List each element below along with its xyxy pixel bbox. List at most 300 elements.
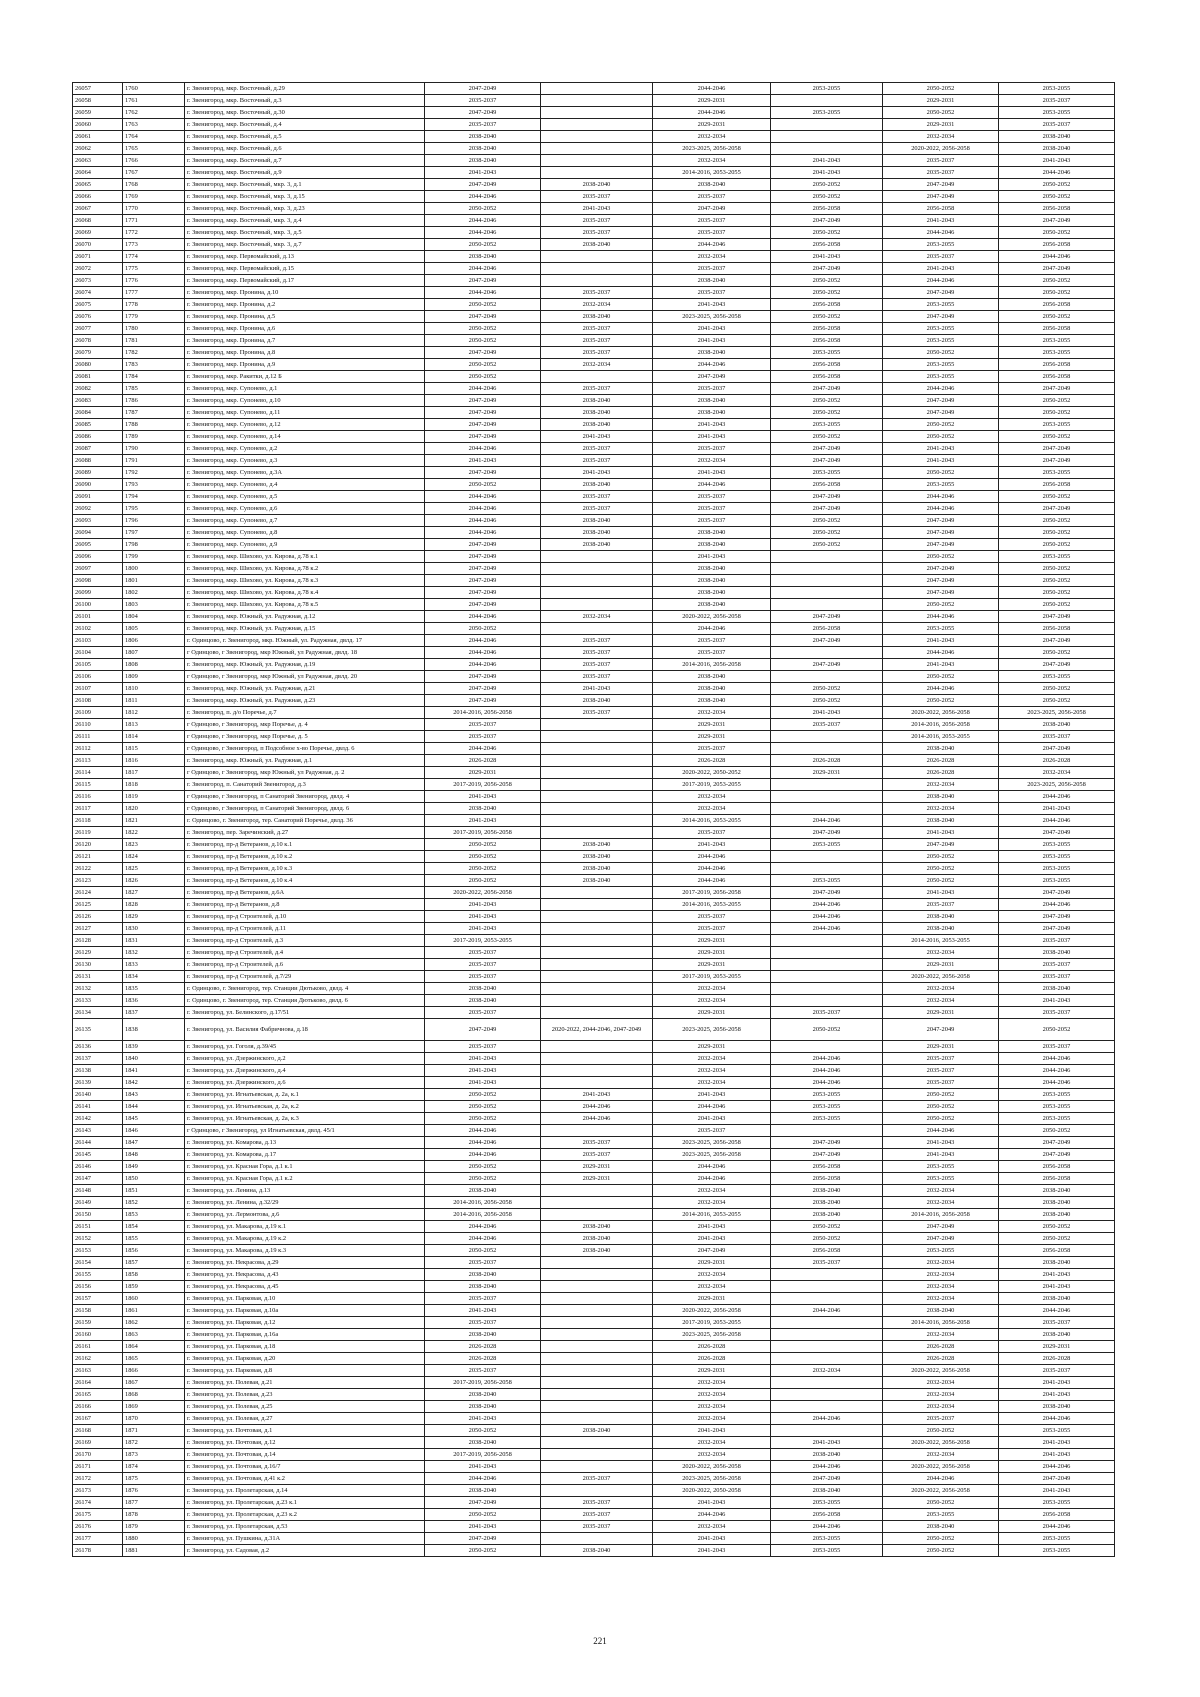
row-number-cell: 26174 — [73, 1497, 123, 1509]
table-row — [73, 1053, 1115, 1065]
period-2-cell: 2038-2040 — [541, 239, 653, 251]
record-id-cell: 1846 — [123, 1125, 185, 1137]
period-1-cell: 2038-2040 — [425, 1437, 541, 1449]
record-id-cell: 1841 — [123, 1065, 185, 1077]
row-number-cell: 26114 — [73, 767, 123, 779]
period-3-cell: 2041-2043 — [653, 551, 771, 563]
period-6-cell: 2053-2055 — [999, 839, 1115, 851]
period-5-cell: 2026-2028 — [883, 1341, 999, 1353]
period-4-cell: 2053-2055 — [771, 839, 883, 851]
period-6-cell: 2047-2049 — [999, 611, 1115, 623]
table-row — [73, 587, 1115, 599]
period-3-cell: 2032-2034 — [653, 1437, 771, 1449]
address-cell: г. Звенигород, п. д/о Поречье, д.7 — [185, 707, 425, 719]
period-4-cell — [771, 935, 883, 947]
period-6-cell: 2044-2046 — [999, 1065, 1115, 1077]
period-2-cell — [541, 971, 653, 983]
period-3-cell: 2029-2031 — [653, 731, 771, 743]
period-2-cell: 2035-2037 — [541, 1473, 653, 1485]
row-number-cell: 26072 — [73, 263, 123, 275]
row-number-cell: 26132 — [73, 983, 123, 995]
period-4-cell: 2038-2040 — [771, 1197, 883, 1209]
address-cell: г. Звенигород, ул. Садовая, д.2 — [185, 1545, 425, 1557]
period-1-cell: 2050-2052 — [425, 335, 541, 347]
period-6-cell: 2035-2037 — [999, 1041, 1115, 1053]
row-number-cell: 26154 — [73, 1257, 123, 1269]
address-cell: г. Звенигород, пр-д Ветеранов, д.10 к.3 — [185, 863, 425, 875]
row-number-cell: 26099 — [73, 587, 123, 599]
period-5-cell: 2047-2049 — [883, 1019, 999, 1041]
period-6-cell: 2050-2052 — [999, 563, 1115, 575]
period-2-cell — [541, 887, 653, 899]
period-6-cell: 2053-2055 — [999, 107, 1115, 119]
period-4-cell: 2035-2037 — [771, 719, 883, 731]
period-1-cell: 2050-2052 — [425, 1509, 541, 1521]
period-1-cell: 2038-2040 — [425, 1329, 541, 1341]
period-4-cell — [771, 1293, 883, 1305]
row-number-cell: 26071 — [73, 251, 123, 263]
period-5-cell: 2026-2028 — [883, 1353, 999, 1365]
period-1-cell: 2044-2046 — [425, 503, 541, 515]
period-5-cell: 2032-2034 — [883, 1377, 999, 1389]
period-1-cell: 2044-2046 — [425, 1473, 541, 1485]
row-number-cell: 26176 — [73, 1521, 123, 1533]
period-1-cell: 2044-2046 — [425, 491, 541, 503]
address-cell: г. Звенигород, мкр. Восточный, д.9 — [185, 167, 425, 179]
period-6-cell: 2041-2043 — [999, 1377, 1115, 1389]
table-row — [73, 95, 1115, 107]
period-3-cell: 2038-2040 — [653, 671, 771, 683]
period-4-cell: 2038-2040 — [771, 1485, 883, 1497]
address-cell: г. Звенигород, ул. Пушкина, д.31А — [185, 1533, 425, 1545]
period-2-cell — [541, 251, 653, 263]
period-1-cell: 2047-2049 — [425, 695, 541, 707]
record-id-cell: 1773 — [123, 239, 185, 251]
period-2-cell: 2041-2043 — [541, 467, 653, 479]
table-row — [73, 1305, 1115, 1317]
table-row — [73, 1185, 1115, 1197]
period-5-cell: 2026-2028 — [883, 755, 999, 767]
period-5-cell: 2014-2016, 2053-2055 — [883, 731, 999, 743]
record-id-cell: 1811 — [123, 695, 185, 707]
period-5-cell: 2050-2052 — [883, 107, 999, 119]
table-row — [73, 1473, 1115, 1485]
row-number-cell: 26057 — [73, 83, 123, 95]
address-cell: г. Звенигород, пр-д Строителей, д.3 — [185, 935, 425, 947]
address-cell: г. Звенигород, ул. Белинского, д.17/51 — [185, 1007, 425, 1019]
period-5-cell: 2050-2052 — [883, 1089, 999, 1101]
period-5-cell: 2050-2052 — [883, 875, 999, 887]
period-4-cell: 2047-2049 — [771, 455, 883, 467]
period-3-cell: 2035-2037 — [653, 383, 771, 395]
period-4-cell — [771, 575, 883, 587]
period-2-cell: 2038-2040 — [541, 695, 653, 707]
table-row — [73, 335, 1115, 347]
table-row — [73, 287, 1115, 299]
period-3-cell: 2029-2031 — [653, 719, 771, 731]
period-5-cell: 2041-2043 — [883, 1149, 999, 1161]
address-cell: г. Звенигород, мкр. Южный, ул. Радужная, д.21 — [185, 683, 425, 695]
period-4-cell: 2053-2055 — [771, 467, 883, 479]
period-2-cell — [541, 1041, 653, 1053]
period-3-cell: 2035-2037 — [653, 287, 771, 299]
address-cell: г. Звенигород, ул. Некрасова, д.29 — [185, 1257, 425, 1269]
period-6-cell: 2050-2052 — [999, 227, 1115, 239]
period-2-cell — [541, 1197, 653, 1209]
period-2-cell: 2035-2037 — [541, 383, 653, 395]
address-cell: г. Звенигород, мкр. Супонево, д.2 — [185, 443, 425, 455]
record-id-cell: 1762 — [123, 107, 185, 119]
period-6-cell: 2056-2058 — [999, 299, 1115, 311]
period-2-cell: 2035-2037 — [541, 335, 653, 347]
period-1-cell: 2041-2043 — [425, 1053, 541, 1065]
period-4-cell: 2050-2052 — [771, 311, 883, 323]
period-5-cell: 2038-2040 — [883, 791, 999, 803]
period-3-cell: 2023-2025, 2056-2058 — [653, 1149, 771, 1161]
period-3-cell: 2020-2022, 2056-2058 — [653, 1461, 771, 1473]
period-4-cell: 2047-2049 — [771, 1149, 883, 1161]
table-row — [73, 467, 1115, 479]
table-row — [73, 215, 1115, 227]
row-number-cell: 26100 — [73, 599, 123, 611]
period-6-cell: 2047-2049 — [999, 827, 1115, 839]
period-5-cell: 2047-2049 — [883, 395, 999, 407]
period-4-cell: 2044-2046 — [771, 815, 883, 827]
period-4-cell: 2041-2043 — [771, 251, 883, 263]
address-cell: г. Звенигород, ул. Почтовая, д.41 к.2 — [185, 1473, 425, 1485]
period-2-cell — [541, 1007, 653, 1019]
address-cell: г. Одинцово, г. Звенигород, мкр. Южный, ул. Радужная, двлд. 17 — [185, 635, 425, 647]
period-5-cell: 2050-2052 — [883, 599, 999, 611]
period-1-cell: 2050-2052 — [425, 1101, 541, 1113]
period-6-cell: 2056-2058 — [999, 203, 1115, 215]
period-6-cell: 2038-2040 — [999, 983, 1115, 995]
period-5-cell: 2053-2055 — [883, 335, 999, 347]
table-row — [73, 1065, 1115, 1077]
period-6-cell: 2044-2046 — [999, 1413, 1115, 1425]
table-row — [73, 1353, 1115, 1365]
period-6-cell: 2047-2049 — [999, 503, 1115, 515]
address-cell: г. Звенигород, мкр. Южный, ул. Радужная, д.1 — [185, 755, 425, 767]
period-2-cell — [541, 1077, 653, 1089]
period-5-cell: 2029-2031 — [883, 1041, 999, 1053]
period-5-cell: 2029-2031 — [883, 959, 999, 971]
period-1-cell: 2017-2019, 2053-2055 — [425, 935, 541, 947]
table-row — [73, 1173, 1115, 1185]
period-1-cell: 2038-2040 — [425, 155, 541, 167]
period-4-cell: 2056-2058 — [771, 1245, 883, 1257]
row-number-cell: 26140 — [73, 1089, 123, 1101]
period-3-cell: 2029-2031 — [653, 95, 771, 107]
record-id-cell: 1783 — [123, 359, 185, 371]
period-4-cell: 2050-2052 — [771, 191, 883, 203]
record-id-cell: 1836 — [123, 995, 185, 1007]
table-row — [73, 179, 1115, 191]
period-5-cell: 2020-2022, 2056-2058 — [883, 143, 999, 155]
period-4-cell — [771, 131, 883, 143]
period-3-cell: 2041-2043 — [653, 1425, 771, 1437]
address-cell: г. Звенигород, мкр. Восточный, д.3 — [185, 95, 425, 107]
period-5-cell: 2041-2043 — [883, 443, 999, 455]
record-id-cell: 1849 — [123, 1161, 185, 1173]
period-4-cell: 2050-2052 — [771, 395, 883, 407]
record-id-cell: 1855 — [123, 1233, 185, 1245]
table-row — [73, 419, 1115, 431]
period-1-cell: 2047-2049 — [425, 395, 541, 407]
period-6-cell: 2026-2028 — [999, 1353, 1115, 1365]
table-row — [73, 1545, 1115, 1557]
table-row — [73, 1449, 1115, 1461]
period-2-cell: 2038-2040 — [541, 839, 653, 851]
table-row — [73, 1377, 1115, 1389]
period-5-cell: 2053-2055 — [883, 371, 999, 383]
period-6-cell: 2050-2052 — [999, 575, 1115, 587]
period-1-cell: 2047-2049 — [425, 431, 541, 443]
record-id-cell: 1786 — [123, 395, 185, 407]
period-3-cell: 2038-2040 — [653, 563, 771, 575]
row-number-cell: 26065 — [73, 179, 123, 191]
period-1-cell: 2017-2019, 2056-2058 — [425, 779, 541, 791]
address-cell: г. Звенигород, мкр. Пронина, д.5 — [185, 311, 425, 323]
period-3-cell: 2041-2043 — [653, 1545, 771, 1557]
table-row — [73, 431, 1115, 443]
address-cell: г. Звенигород, ул. Лермонтова, д.6 — [185, 1209, 425, 1221]
period-3-cell: 2041-2043 — [653, 1221, 771, 1233]
table-row — [73, 1509, 1115, 1521]
period-6-cell: 2047-2049 — [999, 215, 1115, 227]
row-number-cell: 26165 — [73, 1389, 123, 1401]
period-5-cell: 2020-2022, 2056-2058 — [883, 1365, 999, 1377]
record-id-cell: 1796 — [123, 515, 185, 527]
period-3-cell: 2035-2037 — [653, 1125, 771, 1137]
period-2-cell: 2038-2040 — [541, 539, 653, 551]
address-cell: г Одинцово, г Звенигород, ул Игнатьевская, двлд. 45/1 — [185, 1125, 425, 1137]
period-1-cell: 2050-2052 — [425, 239, 541, 251]
period-6-cell: 2053-2055 — [999, 551, 1115, 563]
period-2-cell: 2035-2037 — [541, 671, 653, 683]
period-3-cell: 2041-2043 — [653, 1533, 771, 1545]
period-2-cell — [541, 107, 653, 119]
period-5-cell: 2032-2034 — [883, 779, 999, 791]
period-3-cell: 2032-2034 — [653, 1281, 771, 1293]
period-1-cell: 2041-2043 — [425, 1521, 541, 1533]
period-4-cell: 2035-2037 — [771, 1007, 883, 1019]
table-row — [73, 347, 1115, 359]
record-id-cell: 1878 — [123, 1509, 185, 1521]
row-number-cell: 26152 — [73, 1233, 123, 1245]
record-id-cell: 1800 — [123, 563, 185, 575]
table-row — [73, 299, 1115, 311]
period-5-cell: 2047-2049 — [883, 179, 999, 191]
period-1-cell: 2038-2040 — [425, 131, 541, 143]
row-number-cell: 26158 — [73, 1305, 123, 1317]
period-1-cell: 2038-2040 — [425, 1185, 541, 1197]
table-row — [73, 635, 1115, 647]
period-2-cell — [541, 83, 653, 95]
period-1-cell: 2044-2046 — [425, 215, 541, 227]
record-id-cell: 1848 — [123, 1149, 185, 1161]
period-1-cell: 2035-2037 — [425, 1317, 541, 1329]
period-4-cell: 2032-2034 — [771, 1365, 883, 1377]
table-row — [73, 887, 1115, 899]
table-row — [73, 407, 1115, 419]
period-3-cell: 2044-2046 — [653, 851, 771, 863]
address-cell: г. Звенигород, пр-д Ветеранов, д.10 к.4 — [185, 875, 425, 887]
record-id-cell: 1788 — [123, 419, 185, 431]
period-3-cell: 2032-2034 — [653, 155, 771, 167]
period-4-cell — [771, 1401, 883, 1413]
period-6-cell: 2056-2058 — [999, 479, 1115, 491]
period-5-cell: 2035-2037 — [883, 251, 999, 263]
table-row — [73, 191, 1115, 203]
period-6-cell: 2035-2037 — [999, 971, 1115, 983]
period-4-cell: 2047-2049 — [771, 215, 883, 227]
period-3-cell: 2038-2040 — [653, 275, 771, 287]
period-2-cell — [541, 959, 653, 971]
period-3-cell: 2035-2037 — [653, 191, 771, 203]
period-1-cell: 2038-2040 — [425, 995, 541, 1007]
period-5-cell: 2041-2043 — [883, 455, 999, 467]
period-6-cell: 2050-2052 — [999, 1019, 1115, 1041]
period-4-cell: 2041-2043 — [771, 707, 883, 719]
row-number-cell: 26086 — [73, 431, 123, 443]
row-number-cell: 26061 — [73, 131, 123, 143]
period-5-cell: 2035-2037 — [883, 1053, 999, 1065]
period-4-cell: 2056-2058 — [771, 323, 883, 335]
period-5-cell: 2032-2034 — [883, 1401, 999, 1413]
period-2-cell — [541, 983, 653, 995]
period-4-cell — [771, 1389, 883, 1401]
period-4-cell: 2053-2055 — [771, 419, 883, 431]
period-5-cell: 2041-2043 — [883, 215, 999, 227]
row-number-cell: 26150 — [73, 1209, 123, 1221]
period-2-cell — [541, 791, 653, 803]
period-6-cell: 2023-2025, 2056-2058 — [999, 779, 1115, 791]
address-cell: г. Звенигород, ул. Макарова, д.19 к.1 — [185, 1221, 425, 1233]
row-number-cell: 26175 — [73, 1509, 123, 1521]
record-id-cell: 1813 — [123, 719, 185, 731]
period-2-cell: 2035-2037 — [541, 1509, 653, 1521]
row-number-cell: 26113 — [73, 755, 123, 767]
period-2-cell — [541, 1185, 653, 1197]
period-3-cell: 2035-2037 — [653, 515, 771, 527]
period-2-cell — [541, 899, 653, 911]
row-number-cell: 26148 — [73, 1185, 123, 1197]
record-id-cell: 1798 — [123, 539, 185, 551]
period-3-cell: 2032-2034 — [653, 1065, 771, 1077]
row-number-cell: 26120 — [73, 839, 123, 851]
period-3-cell: 2032-2034 — [653, 1269, 771, 1281]
record-id-cell: 1874 — [123, 1461, 185, 1473]
period-3-cell: 2038-2040 — [653, 695, 771, 707]
period-6-cell: 2047-2049 — [999, 659, 1115, 671]
period-3-cell: 2029-2031 — [653, 1365, 771, 1377]
period-2-cell: 2035-2037 — [541, 1137, 653, 1149]
row-number-cell: 26163 — [73, 1365, 123, 1377]
period-6-cell: 2056-2058 — [999, 239, 1115, 251]
record-id-cell: 1774 — [123, 251, 185, 263]
address-cell: г. Звенигород, ул. Парковая, д.16а — [185, 1329, 425, 1341]
record-id-cell: 1834 — [123, 971, 185, 983]
period-4-cell: 2047-2049 — [771, 827, 883, 839]
record-id-cell: 1839 — [123, 1041, 185, 1053]
table-row — [73, 1019, 1115, 1041]
period-6-cell: 2056-2058 — [999, 1509, 1115, 1521]
period-1-cell: 2050-2052 — [425, 323, 541, 335]
period-1-cell: 2044-2046 — [425, 1125, 541, 1137]
period-2-cell — [541, 1257, 653, 1269]
table-row — [73, 983, 1115, 995]
period-5-cell: 2032-2034 — [883, 947, 999, 959]
record-id-cell: 1818 — [123, 779, 185, 791]
table-row — [73, 1209, 1115, 1221]
period-3-cell: 2014-2016, 2053-2055 — [653, 1209, 771, 1221]
record-id-cell: 1827 — [123, 887, 185, 899]
table-row — [73, 1245, 1115, 1257]
address-cell: г. Звенигород, мкр. Южный, ул. Радужная, д.23 — [185, 695, 425, 707]
register-sheet — [72, 82, 1115, 1557]
record-id-cell: 1766 — [123, 155, 185, 167]
period-1-cell: 2038-2040 — [425, 1485, 541, 1497]
period-4-cell — [771, 779, 883, 791]
period-3-cell: 2032-2034 — [653, 1521, 771, 1533]
period-5-cell: 2047-2049 — [883, 1221, 999, 1233]
period-3-cell: 2032-2034 — [653, 1077, 771, 1089]
period-6-cell: 2047-2049 — [999, 263, 1115, 275]
address-cell: г. Звенигород, мкр. Супонево, д.4 — [185, 479, 425, 491]
period-5-cell: 2032-2034 — [883, 1281, 999, 1293]
row-number-cell: 26095 — [73, 539, 123, 551]
period-6-cell: 2047-2049 — [999, 383, 1115, 395]
record-id-cell: 1860 — [123, 1293, 185, 1305]
period-1-cell: 2029-2031 — [425, 767, 541, 779]
period-5-cell: 2047-2049 — [883, 191, 999, 203]
record-id-cell: 1770 — [123, 203, 185, 215]
period-5-cell: 2032-2034 — [883, 1257, 999, 1269]
table-row — [73, 623, 1115, 635]
record-id-cell: 1769 — [123, 191, 185, 203]
period-3-cell: 2032-2034 — [653, 995, 771, 1007]
address-cell: г. Звенигород, ул. Игнатьевская, д. 2а, к.2 — [185, 1101, 425, 1113]
period-4-cell: 2047-2049 — [771, 887, 883, 899]
address-cell: г. Звенигород, ул. Дзержинского, д.2 — [185, 1053, 425, 1065]
period-3-cell: 2041-2043 — [653, 1113, 771, 1125]
row-number-cell: 26164 — [73, 1377, 123, 1389]
row-number-cell: 26083 — [73, 395, 123, 407]
table-row — [73, 371, 1115, 383]
period-3-cell: 2038-2040 — [653, 527, 771, 539]
table-row — [73, 1317, 1115, 1329]
period-6-cell: 2044-2046 — [999, 815, 1115, 827]
table-row — [73, 863, 1115, 875]
table-row — [73, 1413, 1115, 1425]
period-1-cell: 2038-2040 — [425, 1281, 541, 1293]
table-row — [73, 791, 1115, 803]
record-id-cell: 1792 — [123, 467, 185, 479]
period-1-cell: 2026-2028 — [425, 755, 541, 767]
row-number-cell: 26149 — [73, 1197, 123, 1209]
period-4-cell — [771, 743, 883, 755]
period-3-cell: 2035-2037 — [653, 263, 771, 275]
period-1-cell: 2017-2019, 2056-2058 — [425, 827, 541, 839]
record-id-cell: 1828 — [123, 899, 185, 911]
table-row — [73, 323, 1115, 335]
period-3-cell: 2044-2046 — [653, 1173, 771, 1185]
address-cell: г. Звенигород, мкр. Восточный, мкр. 3, д.7 — [185, 239, 425, 251]
period-5-cell: 2032-2034 — [883, 1389, 999, 1401]
period-2-cell: 2038-2040 — [541, 407, 653, 419]
row-number-cell: 26101 — [73, 611, 123, 623]
